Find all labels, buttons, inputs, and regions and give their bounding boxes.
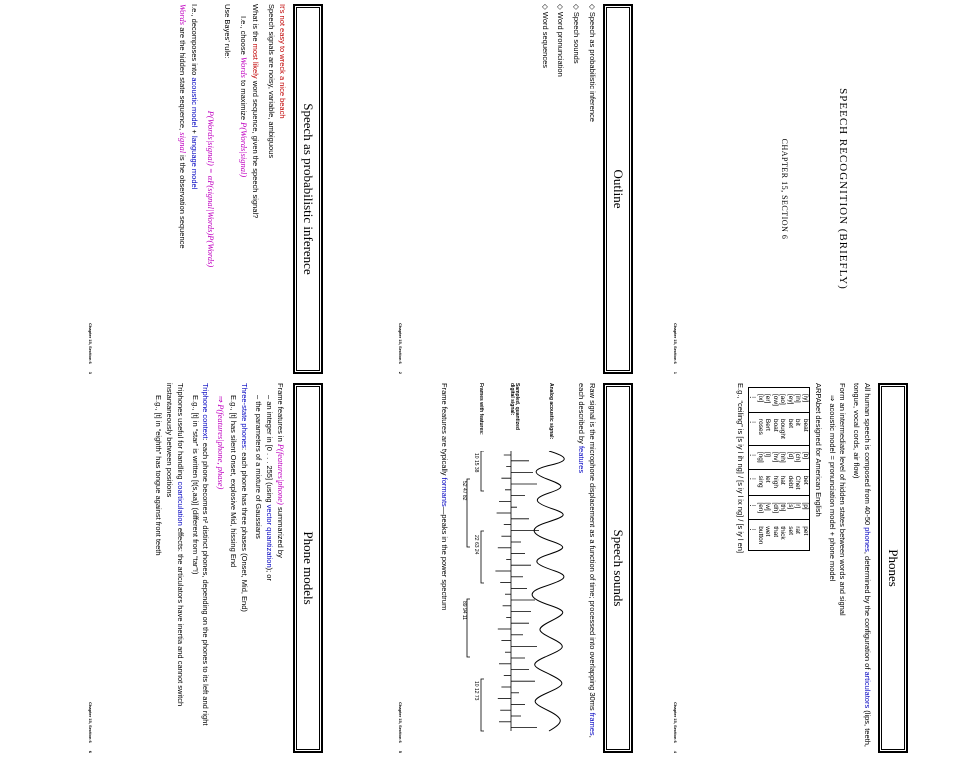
example-word: wet (763, 520, 770, 551)
diamond-icon: ◇ (587, 4, 597, 10)
slide-4-cell (665, 379, 910, 757)
outline-item (554, 4, 565, 374)
footer-chapter: Chapter 15, Section 6 (87, 702, 93, 743)
text-line: Raw signal is the microphone displacement as a function of time; processed into overlapping 30ms frames, each described by features (576, 383, 597, 738)
example-word: ⋮ (748, 412, 756, 445)
text-line: Words are the hidden state sequence, signal is the observation sequence (177, 4, 188, 249)
slide-4-title-box (878, 383, 908, 753)
slide-6 (83, 383, 323, 753)
phone-symbol: [hh] (778, 445, 785, 469)
text-line: E.g., [t] in “eighth” has tongue against front teeth (153, 395, 163, 556)
text-line: ⇒ P(features|phone, phase) (215, 395, 226, 490)
slide-4-title: Phones (881, 386, 905, 750)
slide-6-title-box (293, 383, 323, 753)
table-row (801, 388, 809, 551)
text-line: Frame features in P(features|phone) summarized by (275, 383, 286, 558)
slide-3-title-box (293, 4, 323, 374)
table-row (748, 388, 756, 551)
text-line: E.g., “ceiling” is [s iy l ih ng] / [s iy l ix ng] / [s iy l en] (735, 383, 745, 554)
footer-chapter: Chapter 15, Section 6 (672, 323, 678, 364)
slide-6-footer (87, 702, 93, 753)
arpabet-table (748, 387, 810, 551)
slide-3 (83, 4, 323, 374)
slide-1-title: SPEECH RECOGNITION (BRIEFLY) (836, 88, 849, 290)
text-line: Frame features are typically formants—peaks in the power spectrum (439, 383, 449, 611)
page-number: 3 (87, 371, 93, 374)
diamond-icon: ◇ (571, 4, 581, 10)
phone-symbol: [ow] (771, 388, 778, 413)
text-line: All human speech is composed from 40-50 phones, determined by the configuration of articulators (lips, teeth, tongue, vocal cords, air flow) (851, 383, 872, 747)
frame-bracket (481, 679, 484, 731)
example-word: bought (778, 412, 785, 445)
example-word: sing (756, 469, 763, 496)
page-number: 6 (87, 750, 93, 753)
example-word: boat (771, 412, 778, 445)
text-line: Triphone context: each phone becomes n² distinct phones, depending on the phones to its left and right (200, 383, 210, 726)
phone-symbol: [w] (763, 496, 770, 520)
slide-1-footer (672, 323, 678, 374)
slide-4 (668, 383, 908, 753)
example-word: bet (786, 412, 793, 445)
slide-3-title: Speech as probabilistic inference (296, 7, 320, 371)
analog-label: Analog acoustic signal: (547, 383, 554, 440)
example-word: beat (801, 412, 809, 445)
outline-item-label: Word pronunciation (555, 11, 565, 77)
phone-symbol: ⋮ (748, 496, 756, 520)
outline-item-label: Speech as probabilistic inference (587, 11, 597, 122)
text-line: E.g., [t] in “star” is written [t(s,aa)] (different from “tar”!) (190, 395, 200, 575)
phone-symbol: [s] (786, 496, 793, 520)
frame-bracket (481, 531, 484, 583)
phone-symbol: [ih] (793, 388, 800, 413)
outline-item-label: Speech sounds (571, 11, 581, 64)
example-word: pet (801, 520, 809, 551)
phone-symbol: [ix] (756, 388, 763, 413)
phone-symbol: [ch] (793, 445, 800, 469)
phone-symbol: [iy] (801, 388, 809, 413)
page-number: 2 (397, 371, 403, 374)
phone-symbol: [l] (763, 445, 770, 469)
phone-symbol: [th] (778, 496, 785, 520)
digital-samples (495, 455, 539, 728)
outline-item-label: Word sequences (540, 11, 550, 69)
example-word: thick (778, 520, 785, 551)
text-line: – the parameters of a mixture of Gaussians (253, 395, 263, 539)
slide-2-title-box (603, 4, 633, 374)
frame-value: 22 63 24 (472, 535, 479, 555)
slide-1-cell (665, 0, 910, 378)
slide-5-title-box (603, 383, 633, 753)
outline-item (570, 4, 581, 374)
frame-value: 52 47 82 (460, 481, 467, 501)
footer-chapter: Chapter 15, Section 6 (87, 323, 93, 364)
slide-4-footer (672, 702, 678, 753)
slide-2 (393, 4, 633, 374)
phone-symbol: [dh] (771, 496, 778, 520)
table-row (763, 388, 770, 551)
example-word: high (771, 469, 778, 496)
slide-6-cell (80, 379, 325, 757)
text-line: – an integer in [0 . . . 255] (using vector quantization); or (264, 395, 274, 581)
table-row (793, 388, 800, 551)
digital-label: Sampled, quantized digital signal: (508, 383, 520, 430)
frame-value: 89 94 11 (460, 601, 467, 621)
outline-list (538, 4, 597, 374)
slide-3-footer (87, 323, 93, 374)
phone-symbol: [ey] (786, 388, 793, 413)
phone-symbol: [p] (801, 496, 809, 520)
phone-symbol: ⋮ (748, 388, 756, 413)
text-line: Form an intermediate level of hidden states between words and signal (837, 383, 847, 616)
outline-item (586, 4, 597, 374)
frame-value: 10 15 38 (472, 453, 479, 473)
slide-1 (668, 4, 908, 374)
table-row (786, 388, 793, 551)
example-word: roses (756, 412, 763, 445)
slide-5-footer (397, 702, 403, 753)
frame-bracket (481, 451, 484, 491)
table-row (771, 388, 778, 551)
text-line: ⇒ acoustic model = pronunciation model + phone model (827, 395, 837, 582)
example-word: bit (793, 412, 800, 445)
text-line: ARPAbet designed for American English (813, 383, 823, 517)
diamond-icon: ◇ (540, 4, 550, 10)
text-line: What is the most likely word sequence, given the speech signal? (250, 4, 260, 219)
footer-chapter: Chapter 15, Section 6 (397, 702, 403, 743)
example-word: ⋮ (748, 520, 756, 551)
slogan: It’s not easy to wreck a nice beach (277, 4, 287, 119)
diamond-icon: ◇ (555, 4, 565, 10)
phone-symbol: [ao] (778, 388, 785, 413)
page-number: 1 (672, 371, 678, 374)
phone-symbol: [er] (763, 388, 770, 413)
text-line: Triphones useful for handling coarticulation effects: the articulators have inertia and cannot switch instantaneously between positions (164, 383, 185, 707)
text-line: I.e., choose Words to maximize P(Words|signal) (238, 16, 249, 178)
phone-symbol: [b] (801, 445, 809, 469)
text-line: I.e., decomposes into acoustic model + language model (189, 4, 199, 190)
frame-values (455, 451, 479, 751)
slide-2-cell (390, 0, 635, 378)
text-line: Three-state phones: each phone has three phases (Onset, Mid, End) (239, 383, 249, 612)
page-number: 5 (397, 750, 403, 753)
slide-1-subtitle: CHAPTER 15, SECTION 6 (779, 138, 789, 240)
phone-symbol: [ng] (756, 445, 763, 469)
example-word: rat (793, 520, 800, 551)
example-word: set (786, 520, 793, 551)
slide-6-title: Phone models (296, 386, 320, 750)
phone-symbol: ⋮ (748, 445, 756, 469)
footer-chapter: Chapter 15, Section 6 (672, 702, 678, 743)
signal-figure (449, 383, 571, 753)
slide-2-footer (397, 323, 403, 374)
outline-item (538, 4, 549, 374)
slide-5 (393, 383, 633, 753)
footer-chapter: Chapter 15, Section 6 (397, 323, 403, 364)
slide-3-cell (80, 0, 325, 378)
page-number: 4 (672, 750, 678, 753)
example-word: that (771, 520, 778, 551)
slide-5-cell (390, 379, 635, 757)
frames-label: Frames with features: (477, 383, 484, 435)
example-word: Chet (793, 469, 800, 496)
phone-symbol: [hv] (771, 445, 778, 469)
example-word: ⋮ (748, 469, 756, 496)
example-word: Bert (763, 412, 770, 445)
slide-5-title: Speech sounds (606, 386, 630, 750)
table-row (778, 388, 785, 551)
phone-symbol: [d] (786, 445, 793, 469)
phone-symbol: [en] (756, 496, 763, 520)
table-row (756, 388, 763, 551)
text-line: E.g., [t] has silent Onset, explosive Mid, hissing End (228, 395, 238, 568)
example-word: let (763, 469, 770, 496)
example-word: button (756, 520, 763, 551)
analog-waveform (532, 451, 564, 731)
example-word: bet (801, 469, 809, 496)
bayes-formula: P(Words|signal) = αP(signal|Words)P(Words) (205, 110, 216, 268)
phone-symbol: [r] (793, 496, 800, 520)
slide-2-title: Outline (606, 7, 630, 371)
text-line: Use Bayes’ rule: (222, 4, 232, 59)
example-word: debt (786, 469, 793, 496)
frame-value: 10 12 73 (472, 681, 479, 701)
text-line: Speech signals are noisy, variable, ambiguous (266, 4, 276, 159)
example-word: hat (778, 469, 785, 496)
